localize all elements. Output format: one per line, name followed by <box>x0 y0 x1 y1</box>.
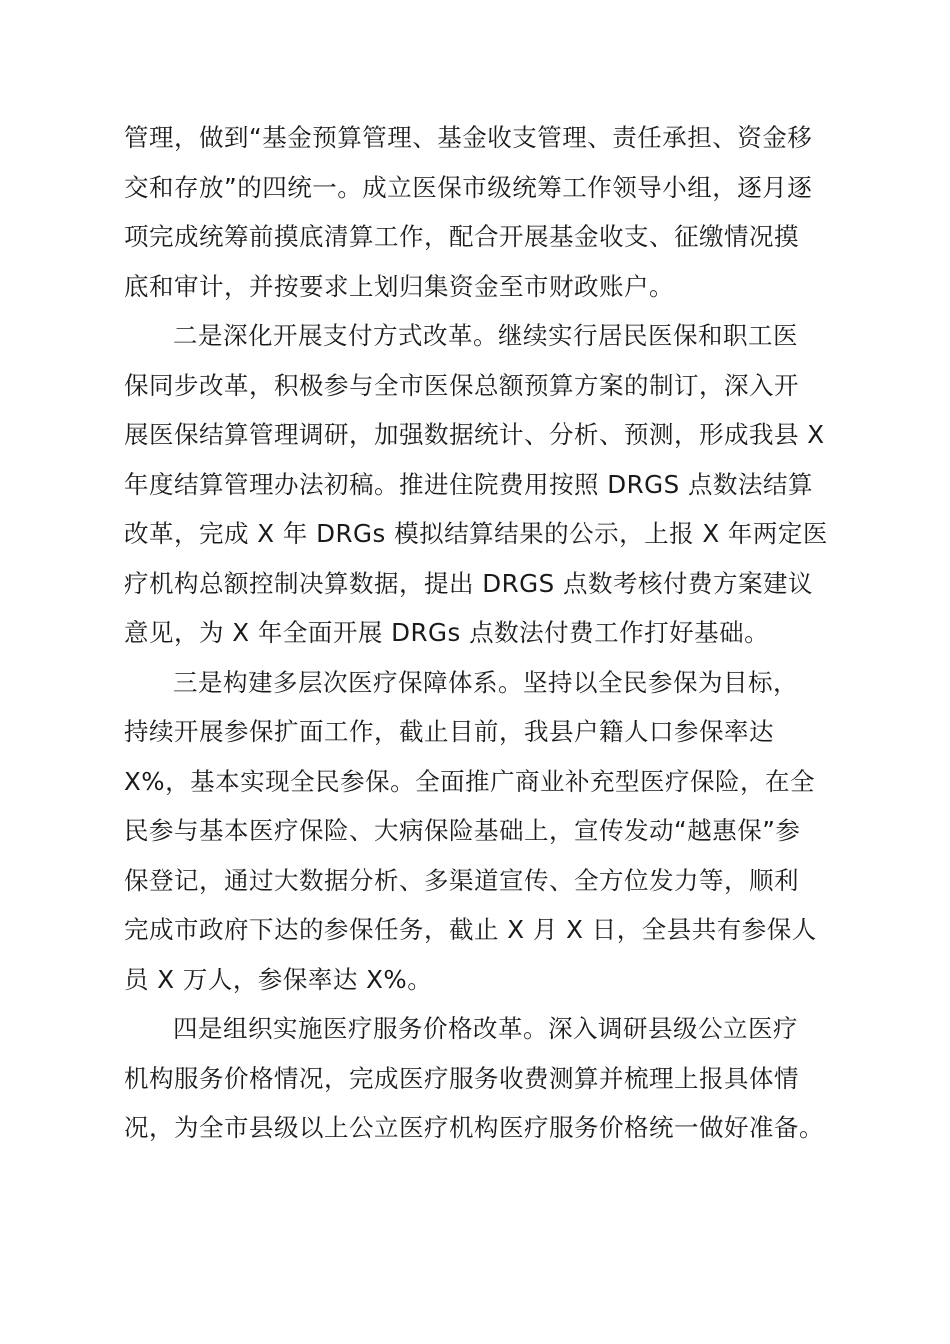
text-line: 交和存放”的四统一。成立医保市级统筹工作领导小组，逐月逐 <box>124 172 813 202</box>
text-line: 保同步改革，积极参与全市医保总额预算方案的制订，深入开 <box>124 370 799 400</box>
text-line: 二是深化开展支付方式改革。继续实行居民医保和职工医 <box>173 321 798 350</box>
text-line: 疗机构总额控制决算数据，提出 DRGS 点数考核付费方案建议 <box>124 568 813 598</box>
text-line: 保登记，通过大数据分析、多渠道宣传、全方位发力等，顺利 <box>124 865 799 895</box>
paragraph-payment-reform <box>124 311 840 658</box>
text-line: X%，基本实现全民参保。全面推广商业补充型医疗保险，在全 <box>124 766 816 796</box>
text-line: 机构服务价格情况，完成医疗服务收费测算并梳理上报具体情 <box>124 1063 799 1093</box>
paragraph-fund-management <box>124 113 840 311</box>
text-line: 管理，做到“基金预算管理、基金收支管理、责任承担、资金移 <box>124 123 813 152</box>
paragraph-medical-security-system <box>124 658 840 1005</box>
text-line: 持续开展参保扩面工作，截止目前，我县户籍人口参保率达 <box>124 717 774 746</box>
text-line: 展医保结算管理调研，加强数据统计、分析、预测，形成我县 X <box>124 420 825 449</box>
text-line: 民参与基本医疗保险、大病保险基础上，宣传发动“越惠保”参 <box>124 816 801 845</box>
text-line: 改革，完成 X 年 DRGs 模拟结算结果的公示，上报 X 年两定医 <box>124 519 828 548</box>
text-line: 况，为全市县级以上公立医疗机构医疗服务价格统一做好准备。 <box>124 1113 824 1142</box>
text-line: 项完成统筹前摸底清算工作，配合开展基金收支、征缴情况摸 <box>124 222 799 251</box>
document-body <box>124 113 840 1153</box>
text-line: 三是构建多层次医疗保障体系。坚持以全民参保为目标， <box>173 667 798 697</box>
text-line: 员 X 万人，参保率达 X%。 <box>124 964 433 994</box>
text-line: 四是组织实施医疗服务价格改革。深入调研县级公立医疗 <box>173 1014 798 1043</box>
text-line: 完成市政府下达的参保任务，截止 X 月 X 日，全县共有参保人 <box>124 915 817 944</box>
text-line: 底和审计，并按要求上划归集资金至市财政账户。 <box>124 271 674 301</box>
text-line: 意见，为 X 年全面开展 DRGs 点数法付费工作打好基础。 <box>124 618 770 647</box>
paragraph-price-reform <box>124 1004 840 1153</box>
text-line: 年度结算管理办法初稿。推进住院费用按照 DRGS 点数法结算 <box>124 469 813 499</box>
